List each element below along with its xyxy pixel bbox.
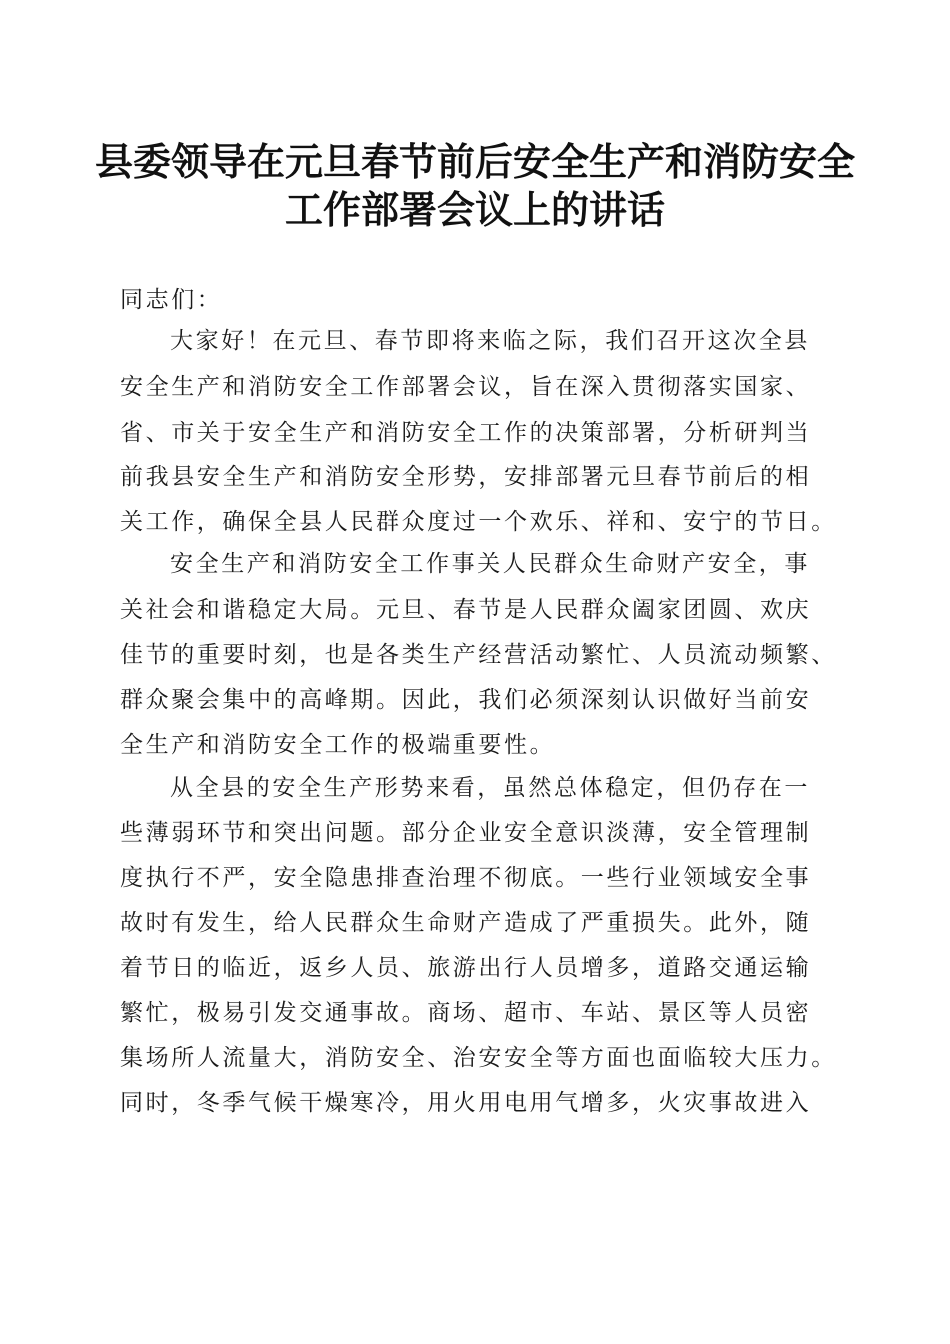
paragraph-2-line: 佳节的重要时刻，也是各类生产经营活动繁忙、人员流动频繁、: [120, 642, 837, 668]
paragraph-1-line: 关工作，确保全县人民群众度过一个欢乐、祥和、安宁的节日。: [120, 509, 837, 535]
paragraph-2-line: 安全生产和消防安全工作事关人民群众生命财产安全，事: [170, 551, 810, 577]
paragraph-3-line: 些薄弱环节和突出问题。部分企业安全意识淡薄，安全管理制: [120, 820, 812, 846]
paragraph-3-line: 着节日的临近，返乡人员、旅游出行人员增多，道路交通运输: [120, 955, 812, 981]
paragraph-3-line: 集场所人流量大，消防安全、治安安全等方面也面临较大压力。: [120, 1045, 837, 1071]
document-title-line-2: 工作部署会议上的讲话: [284, 187, 665, 232]
paragraph-3-line: 同时，冬季气候干燥寒冷，用火用电用气增多，火灾事故进入: [120, 1090, 812, 1116]
paragraph-3-line: 从全县的安全生产形势来看，虽然总体稳定，但仍存在一: [170, 775, 810, 801]
paragraph-1-line: 省、市关于安全生产和消防安全工作的决策部署，分析研判当: [120, 420, 812, 446]
paragraph-1-line: 安全生产和消防安全工作部署会议，旨在深入贯彻落实国家、: [120, 374, 812, 400]
paragraph-3-line: 故时有发生，给人民群众生命财产造成了严重损失。此外，随: [120, 910, 812, 936]
paragraph-2-line: 全生产和消防安全工作的极端重要性。: [120, 732, 556, 758]
paragraph-3-line: 繁忙，极易引发交通事故。商场、超市、车站、景区等人员密: [120, 1000, 812, 1026]
paragraph-2-line: 关社会和谐稳定大局。元旦、春节是人民群众阖家团圆、欢庆: [120, 597, 812, 623]
paragraph-2-line: 群众聚会集中的高峰期。因此，我们必须深刻认识做好当前安: [120, 687, 812, 713]
document-title-line-1: 县委领导在元旦春节前后安全生产和消防安全: [94, 139, 855, 184]
paragraph-3-line: 度执行不严，安全隐患排查治理不彻底。一些行业领域安全事: [120, 865, 812, 891]
paragraph-1-line: 大家好！在元旦、春节即将来临之际，我们召开这次全县: [170, 328, 810, 354]
paragraph-1-line: 前我县安全生产和消防安全形势，安排部署元旦春节前后的相: [120, 464, 812, 490]
salutation: 同志们：: [120, 287, 223, 313]
